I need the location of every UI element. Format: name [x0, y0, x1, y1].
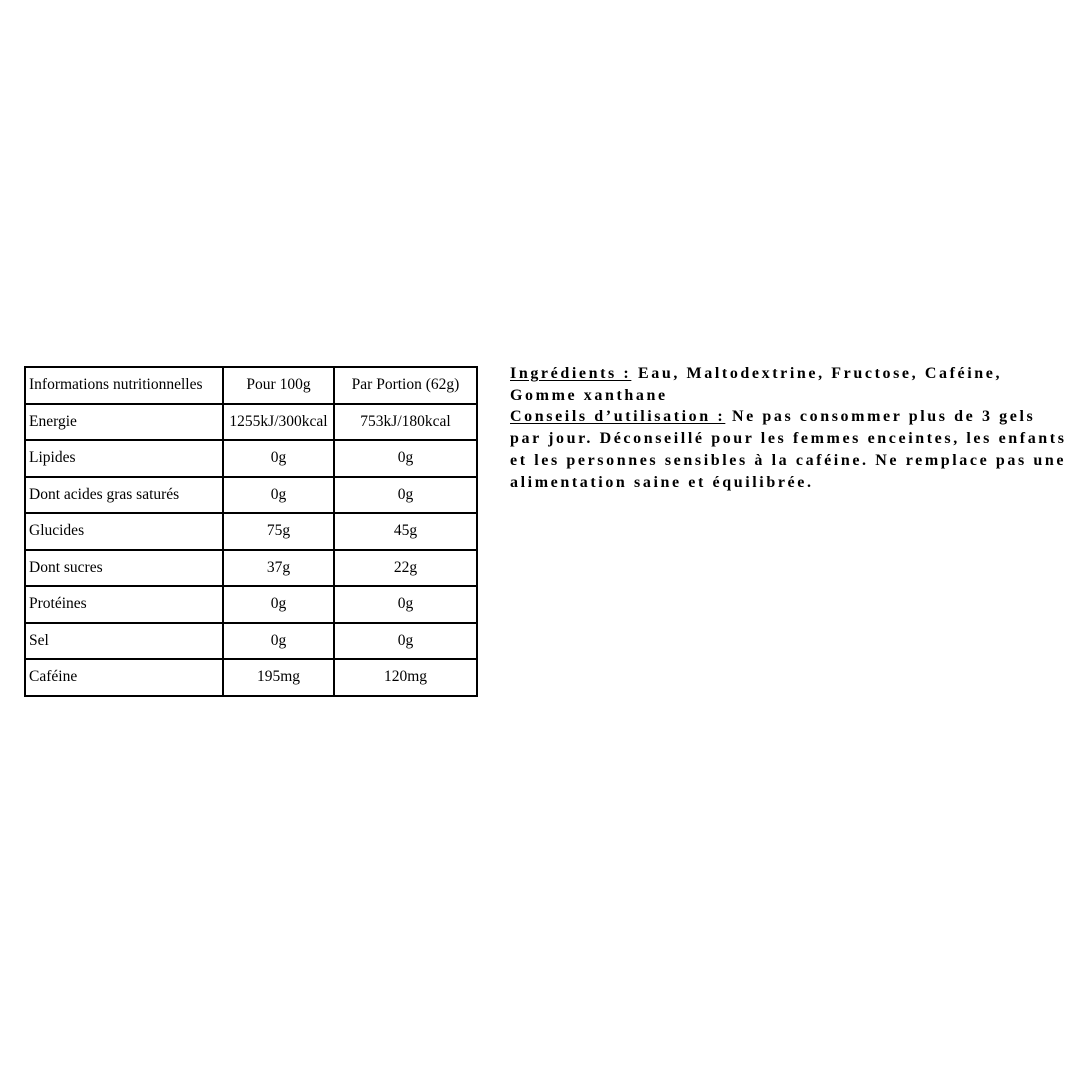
value-per-100g: 37g — [223, 550, 334, 587]
usage-text: Ne pas consommer plus de 3 gels par jour. Déconseillé pour les femmes enceintes, les enfants et les personnes sensibles à la caféine. Ne remplace pas une alimentation saine et équilibrée. — [510, 408, 1067, 491]
nutrition-table-body — [25, 367, 477, 696]
ingredients-text: Eau, Maltodextrine, Fructose, Caféine, Gomme xanthane — [510, 365, 1003, 404]
nutrient-name: Protéines — [25, 586, 223, 623]
value-per-100g: 195mg — [223, 659, 334, 696]
nutrient-name: Energie — [25, 404, 223, 441]
value-per-portion: 45g — [334, 513, 477, 550]
value-per-portion: 22g — [334, 550, 477, 587]
header-per-portion: Par Portion (62g) — [334, 367, 477, 404]
value-per-100g: 0g — [223, 586, 334, 623]
nutrient-name: Lipides — [25, 440, 223, 477]
table-row — [25, 659, 477, 696]
header-nutrient: Informations nutritionnelles — [25, 367, 223, 404]
table-row — [25, 440, 477, 477]
nutrient-name: Dont sucres — [25, 550, 223, 587]
value-per-100g: 75g — [223, 513, 334, 550]
header-per-100g: Pour 100g — [223, 367, 334, 404]
nutrition-table — [24, 366, 478, 697]
value-per-portion: 0g — [334, 477, 477, 514]
value-per-portion: 120mg — [334, 659, 477, 696]
table-row — [25, 477, 477, 514]
table-row — [25, 404, 477, 441]
product-info — [510, 363, 1070, 493]
table-row — [25, 623, 477, 660]
table-row — [25, 586, 477, 623]
nutrient-name: Caféine — [25, 659, 223, 696]
value-per-portion: 753kJ/180kcal — [334, 404, 477, 441]
usage-label: Conseils d’utilisation : — [510, 408, 726, 426]
nutrient-name: Glucides — [25, 513, 223, 550]
table-header-row — [25, 367, 477, 404]
value-per-100g: 0g — [223, 477, 334, 514]
table-row — [25, 513, 477, 550]
value-per-100g: 1255kJ/300kcal — [223, 404, 334, 441]
ingredients-label: Ingrédients : — [510, 365, 632, 382]
table-row — [25, 550, 477, 587]
value-per-portion: 0g — [334, 440, 477, 477]
value-per-100g: 0g — [223, 623, 334, 660]
value-per-100g: 0g — [223, 440, 334, 477]
nutrient-name: Sel — [25, 623, 223, 660]
value-per-portion: 0g — [334, 586, 477, 623]
nutrient-name: Dont acides gras saturés — [25, 477, 223, 514]
value-per-portion: 0g — [334, 623, 477, 660]
